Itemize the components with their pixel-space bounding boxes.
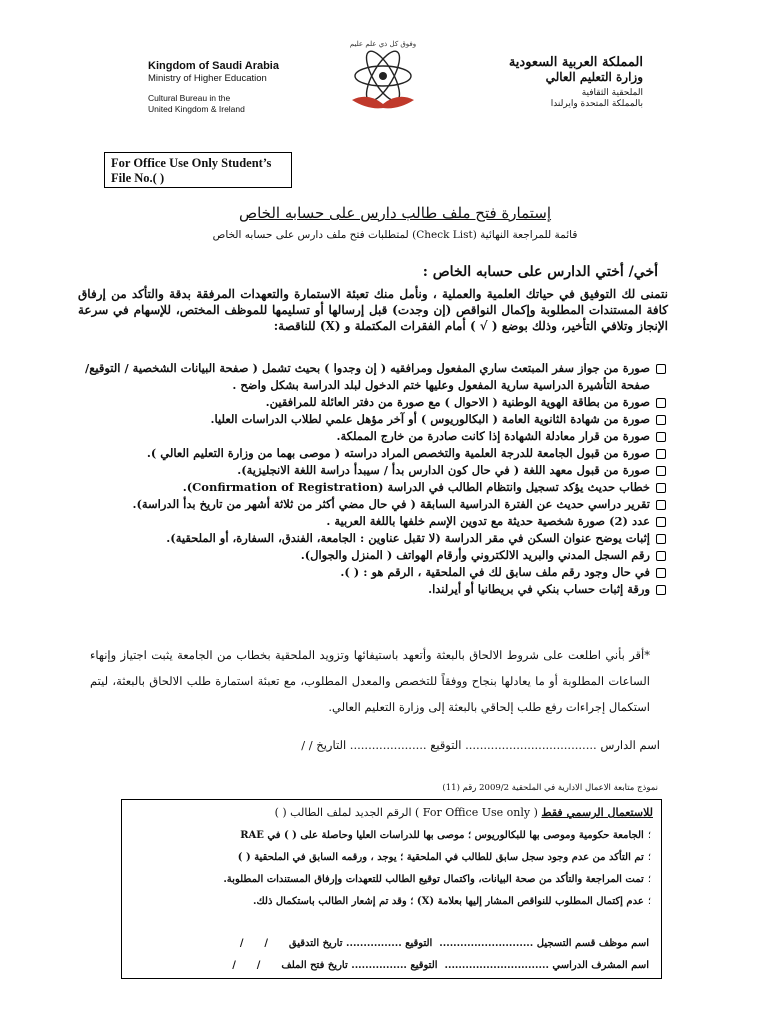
checkbox[interactable] [656,449,666,459]
arabic-header [463,55,643,110]
checkbox[interactable] [656,517,666,527]
checkbox[interactable] [656,551,666,561]
checkbox[interactable] [656,483,666,493]
checklist-item: صورة من بطاقة الهوية الوطنية ( الاحوال ) مع صورة من دفتر العائلة للمرافقين. [68,394,668,411]
checklist-item: رقم السجل المدني والبريد الالكتروني وأرقام الهواتف ( المنزل والجوال). [68,547,668,564]
checklist-item: صورة من جواز سفر المبتعث ساري المفعول ومرافقيه ( إن وجدوا ) بحيث تشمل ( صفحة البيانات الشخصية / التوقيع/ صفحة التأشيرة الدراسية سارية المفعول وعليها ختم الدخول لبلد الدراسة بشكل واضح . [68,360,668,394]
registration-officer-signature[interactable]: اسم موظف قسم التسجيل ........................... التوقيع ................ تاريخ التدقيق / / [239,938,649,949]
checklist-item: إثبات يوضح عنوان السكن في مقر الدراسة (لا تقبل عناوين : الجامعة، الفندق، السفارة، أو الملحقية). [68,530,668,547]
checkbox[interactable] [656,466,666,476]
declaration-paragraph: *أقر بأني اطلعت على شروط الالحاق بالبعثة وأتعهد باستيفائها وتزويد الملحقية بخطاب من الجامعة يثبت اجتياز وإنهاء الساعات المطلوبة أو ما يعادلها بنجاح ووفقاً للتخصص والمعدل المطلوب، مع تعبئة استمارة طلب الالحاق بالبعثة، ليتم استكمال إجراءات رفع طلب إلحاقي بالبعثة إلى وزارة التعليم العالي. [90,648,650,714]
new-file-number[interactable]: ( For Office Use only ) الرقم الجديد لملف الطالب ( ) [274,806,542,819]
checklist-item: صورة من قرار معادلة الشهادة إذا كانت صادرة من خارج المملكة. [68,428,668,445]
official-use-panel [121,799,662,979]
checklist-item: في حال وجود رقم ملف سابق لك في الملحقية ، الرقم هو : ( ). [68,564,668,581]
checklist [68,360,668,598]
checkbox[interactable] [656,398,666,408]
checkbox[interactable] [656,534,666,544]
intro-paragraph: نتمنى لك التوفيق في حياتك العلمية والعملية ، ونأمل منك تعبئة الاستمارة والتعهدات المرفقة بدقة والتأكد من إرفاق كافة المستندات المطلوبة وإكمال النواقص (إن وجدت) قبل إرسالها أو تسليمها للموظف المختص، للإسهام في سرعة الإنجاز وتلافي التأخير، وذلك بوضع ( √ ) أمام الفقرات المكتملة و (X) للناقصة: [78,287,668,333]
office-box-line2: File No.( ) [111,171,165,185]
ministry-name-en: Ministry of Higher Education [148,73,267,84]
ministry-name-ar: وزارة التعليم العالي [545,70,643,84]
logo-motto: وفوق كل ذي علم عليم [349,40,417,48]
official-use-label: للاستعمال الرسمي فقط [541,806,653,819]
student-signature-line[interactable]: اسم الدارس .................................... التوقيع ..................... التاريخ / / [301,738,660,752]
checkbox[interactable] [656,585,666,595]
checklist-item: تقرير دراسي حديث عن الفترة الدراسية السابقة ( في حال مضي أكثر من ثلاثة أشهر من تاريخ بدأ الدراسة). [68,496,668,513]
missing-items-row[interactable]: ؛عدم إكتمال المطلوب للنواقص المشار إليها بعلامة (X) ؛ وقد تم إشعار الطالب باستكمال ذلك. [253,896,651,907]
english-header [148,60,298,115]
greeting: أخي/ أختي الدارس على حسابه الخاص : [422,264,658,280]
kingdom-name-en: Kingdom of Saudi Arabia [148,60,279,72]
office-use-file-number-box[interactable] [104,152,292,188]
checklist-item: صورة من شهادة الثانوية العامة ( البكالوريوس ) أو آخر مؤهل علمي لطلاب الدراسات العليا. [68,411,668,428]
checkbox[interactable] [656,432,666,442]
checklist-item: ورقة إثبات حساب بنكي في بريطانيا أو أيرلندا. [68,581,668,598]
university-status-row[interactable]: ؛الجامعة حكومية وموصى بها للبكالوريوس ؛ موصى بها للدراسات العليا وحاصلة على ( ) في RAE [240,830,651,841]
previous-record-row[interactable]: ؛تم التأكد من عدم وجود سجل سابق للطالب في الملحقية ؛ يوجد ، ورقمه السابق في الملحقية ( ) [237,852,651,863]
bureau-name-ar: الملحقية الثقافية بالمملكة المتحدة وايرلندا [550,88,643,109]
ministry-logo [338,34,428,116]
checkbox[interactable] [656,500,666,510]
academic-supervisor-signature[interactable]: اسم المشرف الدراسي .............................. التوقيع ................ تاريخ فتح الملف / / [232,960,649,971]
form-subtitle: قائمة للمراجعة النهائية (Check List) لمتطلبات فتح ملف دارس على حسابه الخاص [212,229,578,241]
checkbox[interactable] [656,415,666,425]
office-box-line1: For Office Use Only Student’s [111,156,272,170]
checklist-item: خطاب حديث يؤكد تسجيل وانتظام الطالب في الدراسة (Confirmation of Registration). [68,479,668,496]
checklist-item: صورة من قبول الجامعة للدرجة العلمية والتخصص المراد دراسته ( موصى بهما من وزارة التعليم العالي ). [68,445,668,462]
checkbox[interactable] [656,364,666,374]
checkbox[interactable] [656,568,666,578]
bureau-name-en: Cultural Bureau in the United Kingdom & Ireland [148,93,245,114]
form-title: إستمارة فتح ملف طالب دارس على حسابه الخاص [238,204,552,222]
kingdom-name-ar: المملكة العربية السعودية [508,55,643,70]
form-code: نموذج متابعة الاعمال الادارية في الملحقية 2009/2 رقم (11) [442,783,658,793]
checklist-item: صورة من قبول معهد اللغة ( في حال كون الدارس بدأ / سيبدأ دراسة اللغة الانجليزية). [68,462,668,479]
review-confirmed-row[interactable]: ؛تمت المراجعة والتأكد من صحة البيانات، واكتمال توقيع الطالب للتعهدات وإرفاق المستندات المطلوبة. [223,874,651,885]
checklist-item: عدد (2) صورة شخصية حديثة مع تدوين الإسم خلفها باللغة العربية . [68,513,668,530]
official-use-title [133,806,653,819]
